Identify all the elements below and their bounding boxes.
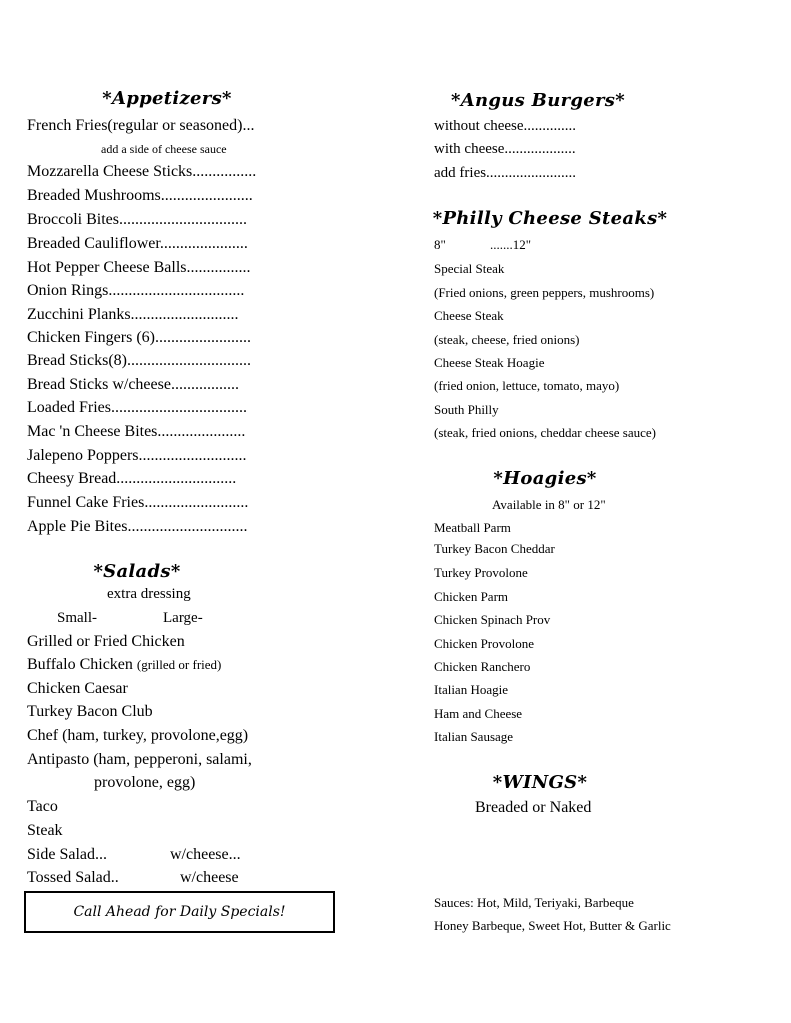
menu-item: Chicken Ranchero xyxy=(434,659,531,674)
salads-large-label: Large- xyxy=(163,610,203,626)
hoagies-subtitle: Available in 8" or 12" xyxy=(492,497,606,512)
philly-size-8: 8" xyxy=(434,237,446,252)
side-salad-cheese: w/cheese... xyxy=(170,846,241,863)
menu-item: Mac 'n Cheese Bites...................... xyxy=(27,423,246,440)
menu-item: Taco xyxy=(27,798,58,815)
menu-note: add a side of cheese sauce xyxy=(101,142,227,156)
menu-item: Meatball Parm xyxy=(434,520,511,535)
menu-item: add fries........................ xyxy=(434,165,577,181)
menu-item-label: Buffalo Chicken xyxy=(27,656,133,673)
menu-item: Grilled or Fried Chicken xyxy=(27,633,185,650)
tossed-salad: Tossed Salad.. xyxy=(27,869,119,886)
side-salad: Side Salad... xyxy=(27,846,107,863)
menu-item: French Fries(regular or seasoned)... xyxy=(27,117,255,134)
menu-item: with cheese................... xyxy=(434,141,576,157)
tossed-salad-cheese: w/cheese xyxy=(180,869,239,886)
menu-item: provolone, egg) xyxy=(94,774,196,791)
menu-item: Turkey Provolone xyxy=(434,565,528,580)
menu-item xyxy=(27,656,221,674)
menu-item: Cheesy Bread.............................. xyxy=(27,470,237,487)
menu-item: Broccoli Bites................................ xyxy=(27,211,247,228)
menu-item: Steak xyxy=(27,822,63,839)
hoagies-heading: *Hoagies* xyxy=(493,468,597,489)
appetizers-heading: *Appetizers* xyxy=(102,88,232,109)
menu-item: Zucchini Planks........................... xyxy=(27,306,239,323)
menu-item: Breaded Cauliflower...................... xyxy=(27,235,248,252)
wings-heading: *WINGS* xyxy=(492,772,588,793)
menu-item: Italian Hoagie xyxy=(434,682,508,697)
menu-note: (grilled or fried) xyxy=(136,657,222,672)
menu-item: Chicken Provolone xyxy=(434,636,535,651)
wings-sauces-line-1: Sauces: Hot, Mild, Teriyaki, Barbeque xyxy=(434,895,634,910)
menu-item: Onion Rings.................................. xyxy=(27,282,245,299)
salads-heading: *Salads* xyxy=(93,561,181,582)
philly-heading: *Philly Cheese Steaks* xyxy=(432,208,668,229)
menu-item: without cheese.............. xyxy=(434,118,577,134)
menu-item: Loaded Fries.................................. xyxy=(27,399,247,416)
wings-subtitle: Breaded or Naked xyxy=(475,799,592,816)
menu-item: Italian Sausage xyxy=(434,729,514,744)
menu-item: Mozzarella Cheese Sticks................ xyxy=(27,163,257,180)
menu-note: (Fried onions, green peppers, mushrooms) xyxy=(434,285,655,300)
menu-note: (fried onion, lettuce, tomato, mayo) xyxy=(434,378,620,393)
menu-item: Antipasto (ham, pepperoni, salami, xyxy=(27,751,252,768)
menu-note: (steak, cheese, fried onions) xyxy=(434,332,580,347)
menu-item: Chicken Parm xyxy=(434,589,509,604)
menu-item: Ham and Cheese xyxy=(434,706,523,721)
menu-item: South Philly xyxy=(434,402,499,417)
salads-extra-dressing: extra dressing xyxy=(107,586,191,602)
menu-item: Funnel Cake Fries.......................... xyxy=(27,494,249,511)
menu-item: Cheese Steak xyxy=(434,308,504,323)
menu-item: Bread Sticks w/cheese................. xyxy=(27,376,239,393)
menu-item: Chicken Caesar xyxy=(27,680,128,697)
burgers-heading: *Angus Burgers* xyxy=(451,90,625,111)
wings-sauces-line-2: Honey Barbeque, Sweet Hot, Butter & Garlic xyxy=(434,918,671,933)
philly-size-12: .......12" xyxy=(490,237,532,252)
menu-item: Turkey Bacon Club xyxy=(27,703,153,720)
daily-specials-banner xyxy=(24,891,335,933)
menu-item: Chicken Fingers (6)........................ xyxy=(27,329,251,346)
menu-item: Bread Sticks(8)............................... xyxy=(27,352,251,369)
menu-note: (steak, fried onions, cheddar cheese sauce) xyxy=(434,425,656,440)
menu-item: Apple Pie Bites.............................. xyxy=(27,518,248,535)
salads-small-label: Small- xyxy=(57,610,97,626)
menu-item: Cheese Steak Hoagie xyxy=(434,355,545,370)
daily-specials-text: Call Ahead for Daily Specials! xyxy=(73,904,286,920)
menu-item: Jalepeno Poppers........................... xyxy=(27,447,247,464)
menu-item: Hot Pepper Cheese Balls................ xyxy=(27,259,251,276)
menu-item: Turkey Bacon Cheddar xyxy=(434,541,555,556)
menu-item: Chef (ham, turkey, provolone,egg) xyxy=(27,727,249,744)
menu-item: Breaded Mushrooms....................... xyxy=(27,187,253,204)
menu-item: Special Steak xyxy=(434,261,505,276)
menu-item: Chicken Spinach Prov xyxy=(434,612,551,627)
